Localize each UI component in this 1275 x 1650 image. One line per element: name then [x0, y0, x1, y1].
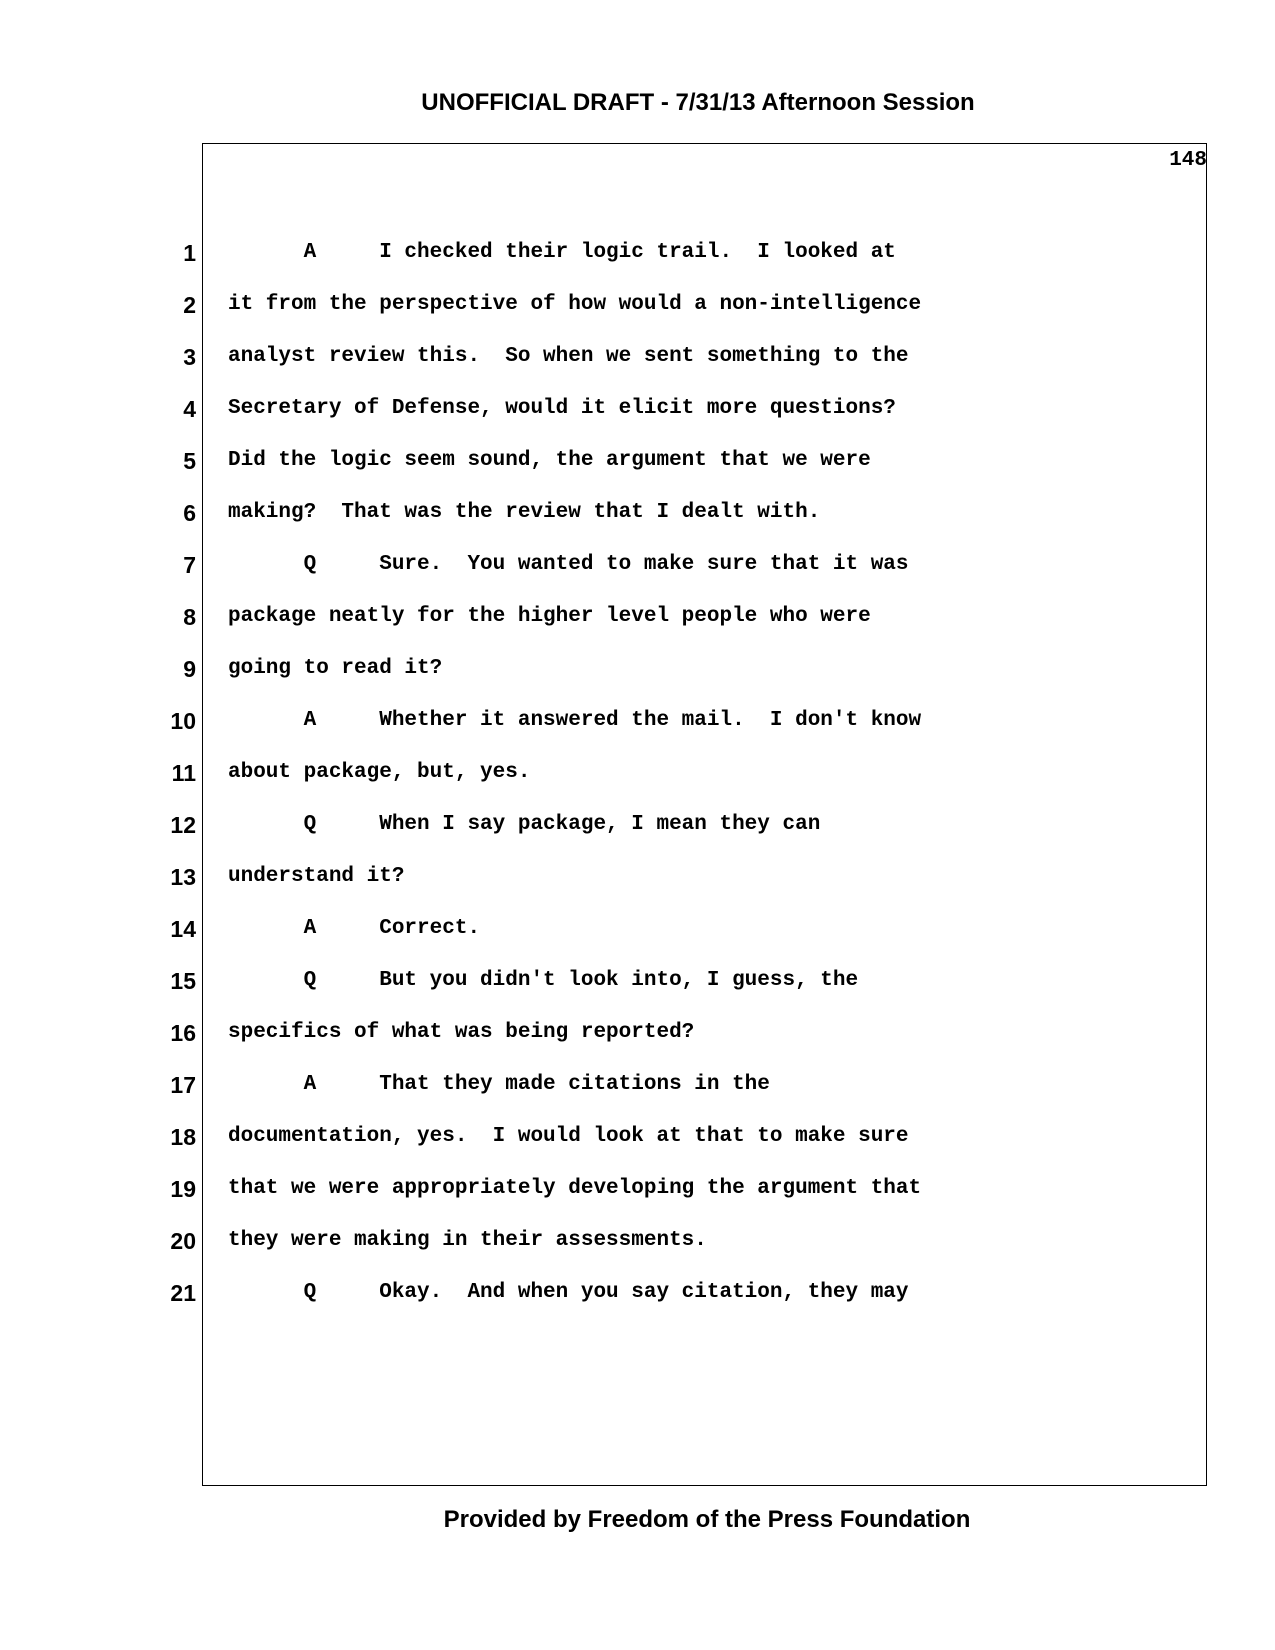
transcript-line	[0, 706, 1275, 758]
transcript-line	[0, 446, 1275, 498]
line-text: Q When I say package, I mean they can	[228, 813, 821, 836]
line-number: 20	[170, 1228, 196, 1254]
line-number: 12	[170, 812, 196, 838]
line-number: 7	[183, 552, 196, 578]
line-text: package neatly for the higher level people who were	[228, 605, 871, 628]
line-text: A Whether it answered the mail. I don't know	[228, 709, 922, 732]
transcript-line	[0, 1018, 1275, 1070]
line-text: Q But you didn't look into, I guess, the	[228, 969, 859, 992]
line-text: Q Sure. You wanted to make sure that it was	[228, 553, 909, 576]
line-number: 3	[183, 344, 196, 370]
transcript-line	[0, 498, 1275, 550]
line-text: that we were appropriately developing the argument that	[228, 1177, 922, 1200]
transcript-line	[0, 810, 1275, 862]
line-text: they were making in their assessments.	[228, 1229, 707, 1252]
line-number: 19	[170, 1176, 196, 1202]
transcript-line	[0, 1174, 1275, 1226]
line-number: 18	[170, 1124, 196, 1150]
transcript-line	[0, 342, 1275, 394]
line-text: A That they made citations in the	[228, 1073, 770, 1096]
line-number: 4	[183, 396, 196, 422]
transcript-line	[0, 654, 1275, 706]
line-number: 6	[183, 500, 196, 526]
line-text: specifics of what was being reported?	[228, 1021, 695, 1044]
transcript-line	[0, 290, 1275, 342]
line-number: 8	[183, 604, 196, 630]
line-number: 13	[170, 864, 196, 890]
document-header-title: UNOFFICIAL DRAFT - 7/31/13 Afternoon Session	[421, 89, 975, 116]
line-number: 11	[171, 760, 196, 786]
transcript-line	[0, 914, 1275, 966]
line-text: understand it?	[228, 865, 405, 888]
transcript-line	[0, 1122, 1275, 1174]
line-text: it from the perspective of how would a non-intelligence	[228, 293, 922, 316]
transcript-line	[0, 394, 1275, 446]
line-number: 14	[170, 916, 196, 942]
transcript-line	[0, 1226, 1275, 1278]
transcript-line	[0, 862, 1275, 914]
page-number: 148	[1169, 149, 1207, 172]
line-text: Did the logic seem sound, the argument that we were	[228, 449, 871, 472]
transcript-lines	[0, 238, 1275, 1330]
line-text: making? That was the review that I dealt with.	[228, 501, 821, 524]
line-text: A I checked their logic trail. I looked at	[228, 241, 896, 264]
transcript-line	[0, 758, 1275, 810]
line-number: 9	[183, 656, 196, 682]
line-number: 10	[170, 708, 196, 734]
transcript-line	[0, 1278, 1275, 1330]
line-text: about package, but, yes.	[228, 761, 531, 784]
line-text: analyst review this. So when we sent something to the	[228, 345, 909, 368]
line-number: 21	[170, 1280, 196, 1306]
line-number: 1	[183, 240, 196, 266]
transcript-line	[0, 238, 1275, 290]
transcript-line	[0, 550, 1275, 602]
line-text: documentation, yes. I would look at that to make sure	[228, 1125, 909, 1148]
line-number: 5	[183, 448, 196, 474]
line-number: 16	[170, 1020, 196, 1046]
transcript-line	[0, 1070, 1275, 1122]
line-number: 15	[170, 968, 196, 994]
line-text: going to read it?	[228, 657, 443, 680]
document-footer-text: Provided by Freedom of the Press Foundation	[443, 1506, 971, 1533]
line-text: Q Okay. And when you say citation, they may	[228, 1281, 909, 1304]
transcript-line	[0, 602, 1275, 654]
line-text: A Correct.	[228, 917, 481, 940]
transcript-line	[0, 966, 1275, 1018]
line-text: Secretary of Defense, would it elicit more questions?	[228, 397, 896, 420]
line-number: 2	[183, 292, 196, 318]
line-number: 17	[170, 1072, 196, 1098]
